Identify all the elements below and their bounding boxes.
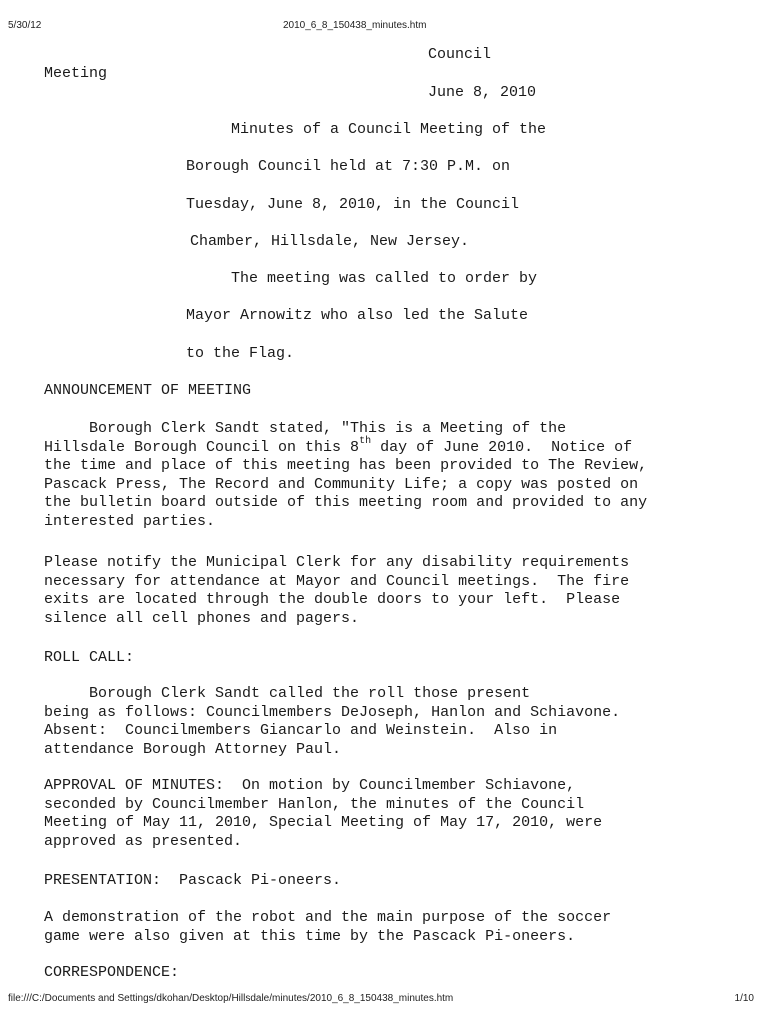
intro-line-3: Tuesday, June 8, 2010, in the Council <box>186 196 520 213</box>
heading-meeting: Meeting <box>44 65 108 82</box>
print-header-title: 2010_6_8_150438_minutes.htm <box>283 20 427 31</box>
presentation-heading: PRESENTATION: Pascack Pi-oneers. <box>44 872 342 889</box>
section-title-announcement: ANNOUNCEMENT OF MEETING <box>44 382 252 399</box>
approval-of-minutes-paragraph: APPROVAL OF MINUTES: On motion by Councilmember Schiavone, seconded by Councilmember Hanlon, the minutes of the Council Meeting of May 11, 2010, Special Meeting of May 17, 2010, were approved as presented. <box>44 777 603 850</box>
presentation-detail-paragraph: A demonstration of the robot and the main purpose of the soccer game were also given at this time by the Pascack Pi-oneers. <box>44 909 612 945</box>
heading-council: Council <box>428 46 492 63</box>
section-title-roll-call: ROLL CALL: <box>44 649 135 666</box>
roll-call-paragraph: Borough Clerk Sandt called the roll those present being as follows: Councilmembers DeJoseph, Hanlon and Schiavone. Absent: Councilmembers Giancarlo and Weinstein. Also in attendance Borough Attorney Paul. <box>44 685 621 758</box>
print-footer-path: file:///C:/Documents and Settings/dkohan/Desktop/Hillsdale/minutes/2010_6_8_150438_minutes.htm <box>8 993 454 1004</box>
intro-line-5: The meeting was called to order by <box>186 270 538 287</box>
print-header-date: 5/30/12 <box>8 20 42 31</box>
intro-line-1: Minutes of a Council Meeting of the <box>186 121 547 138</box>
section-title-correspondence: CORRESPONDENCE: <box>44 964 180 981</box>
print-footer-page-number: 1/10 <box>734 993 754 1004</box>
disability-notice-paragraph: Please notify the Municipal Clerk for any disability requirements necessary for attendance at Mayor and Council meetings. The fire exits are located through the double doors to your left. Please silence all cell phones and pagers. <box>44 554 630 627</box>
intro-line-2: Borough Council held at 7:30 P.M. on <box>186 158 511 175</box>
announcement-paragraph: Borough Clerk Sandt stated, "This is a Meeting of the Hillsdale Borough Council on this 8th day of June 2010. Notice of the time and place of this meeting has been provided to The Review, Pascack Press, The Record and Community Life; a copy was posted on the bulletin board outside of this meeting room and provided to any interested parties. <box>44 420 648 530</box>
intro-line-6: Mayor Arnowitz who also led the Salute <box>186 307 529 324</box>
ordinal-suffix: th <box>359 435 372 447</box>
intro-line-7: to the Flag. <box>186 345 295 362</box>
intro-line-4: Chamber, Hillsdale, New Jersey. <box>190 233 470 250</box>
heading-date: June 8, 2010 <box>428 84 537 101</box>
